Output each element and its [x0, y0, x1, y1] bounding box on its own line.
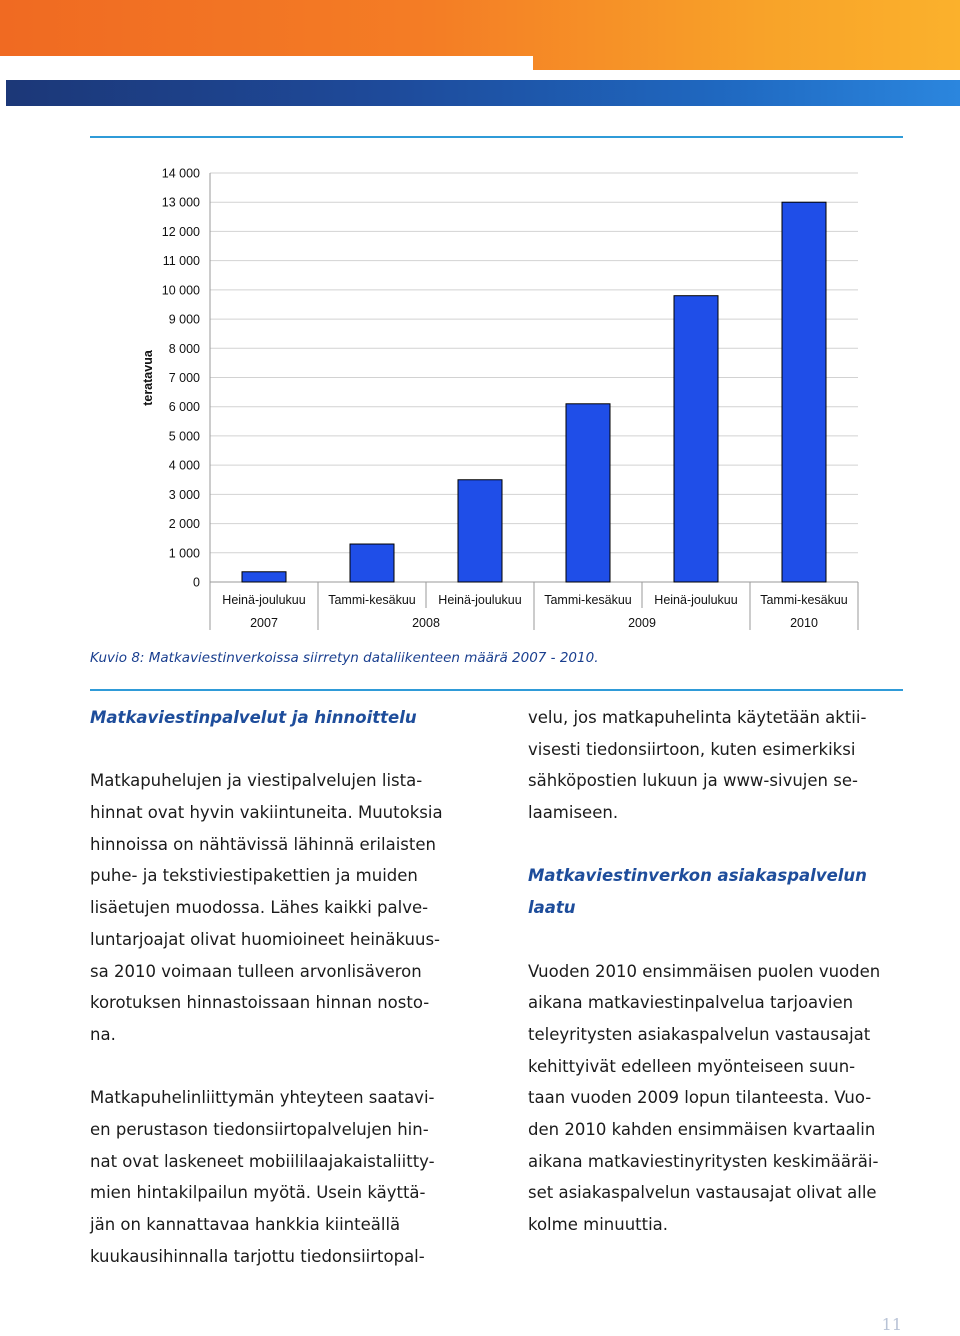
- bar: [458, 480, 502, 582]
- category-label: Tammi-kesäkuu: [760, 593, 848, 607]
- left-column: [90, 702, 472, 1272]
- category-label: Tammi-kesäkuu: [544, 593, 632, 607]
- header-band-notch: [0, 56, 533, 70]
- y-tick-label: 11 000: [162, 254, 200, 269]
- section-heading-customer-service: [528, 860, 913, 923]
- customer-service-paragraph: [528, 956, 913, 1241]
- text-line: kolme minuuttia.: [528, 1215, 669, 1234]
- section-heading-pricing: Matkaviestinpalvelut ja hinnoittelu: [90, 708, 417, 727]
- header-blue-band: [0, 80, 960, 106]
- text-line: mien hintakilpailun myötä. Usein käyttä-: [90, 1183, 426, 1203]
- y-tick-label: 4 000: [168, 458, 200, 473]
- right-column: [528, 702, 913, 1241]
- text-line: kehittyivät edelleen myönteiseen suun-: [528, 1056, 856, 1076]
- bar: [242, 572, 286, 582]
- text-line: na.: [90, 1024, 116, 1044]
- text-line: set asiakaspalvelun vastausajat olivat alle: [528, 1183, 877, 1203]
- text-line: sa 2010 voimaan tulleen arvonlisäveron: [90, 961, 422, 981]
- text-line: sähköpostien lukuun ja www-sivujen se-: [528, 771, 858, 791]
- text-line: teleyritysten asiakaspalvelun vastausajat: [528, 1024, 871, 1044]
- y-tick-label: 14 000: [161, 166, 200, 181]
- bar: [350, 544, 394, 582]
- year-group-label: 2008: [412, 616, 440, 630]
- text-line: Vuoden 2010 ensimmäisen puolen vuoden: [528, 961, 881, 981]
- category-label: Heinä-joulukuu: [222, 593, 306, 607]
- y-tick-label: 3 000: [168, 487, 200, 502]
- figure-caption: Kuvio 8: Matkaviestinverkoissa siirretyn dataliikenteen määrä 2007 - 2010.: [90, 650, 599, 666]
- y-tick-label: 1 000: [168, 546, 200, 561]
- text-line: laamiseen.: [528, 803, 619, 823]
- text-line: Matkapuhelujen ja viestipalvelujen lista-: [90, 771, 423, 791]
- text-line: puhe- ja tekstiviestipakettien ja muiden: [90, 866, 418, 886]
- year-group-label: 2010: [790, 616, 818, 630]
- top-divider: [90, 136, 903, 138]
- text-line: hinnat ovat hyvin vakiintuneita. Muutoksia: [90, 803, 443, 823]
- y-axis-title: teratavua: [141, 350, 155, 406]
- bar: [566, 404, 610, 582]
- y-tick-label: 2 000: [168, 517, 200, 532]
- text-line: kuukausihinnalla tarjottu tiedonsiirtopal-: [90, 1246, 425, 1266]
- text-line: visesti tiedonsiirtoon, kuten esimerkiksi: [528, 739, 856, 759]
- text-line: lisäetujen muodossa. Lähes kaikki palve-: [90, 898, 429, 918]
- continuation-paragraph: [528, 702, 913, 829]
- text-line: taan vuoden 2009 lopun tilanteesta. Vuo-: [528, 1088, 872, 1108]
- caption-divider: [90, 689, 903, 691]
- page-number: 11: [881, 1315, 902, 1334]
- y-tick-label: 10 000: [161, 283, 200, 298]
- y-tick-label: 7 000: [168, 371, 200, 385]
- category-label: Heinä-joulukuu: [438, 593, 522, 607]
- year-group-label: 2007: [250, 616, 278, 630]
- year-group-label: 2009: [628, 616, 656, 630]
- bar: [674, 296, 718, 582]
- heading-line: Matkaviestinverkon asiakaspalvelun: [528, 866, 867, 886]
- y-tick-label: 5 000: [168, 429, 200, 444]
- pricing-paragraph-1: [90, 765, 472, 1050]
- text-line: hinnoissa on nähtävissä lähinnä erilaisten: [90, 834, 436, 854]
- category-label: Heinä-joulukuu: [654, 593, 738, 607]
- text-line: aikana matkaviestinyritysten keskimääräi-: [528, 1151, 879, 1171]
- text-line: aikana matkaviestinpalvelua tarjoavien: [528, 993, 854, 1013]
- text-line: den 2010 kahden ensimmäisen kvartaalin: [528, 1119, 876, 1139]
- bar: [782, 202, 826, 582]
- y-tick-label: 9 000: [168, 312, 200, 327]
- header-blue-notch: [0, 80, 6, 106]
- y-tick-label: 0: [193, 575, 200, 590]
- text-line: velu, jos matkapuhelinta käytetään aktii-: [528, 708, 867, 727]
- y-tick-label: 12 000: [161, 224, 200, 239]
- pricing-paragraph-2: [90, 1082, 472, 1272]
- text-line: nat ovat laskeneet mobiililaajakaistaliitty-: [90, 1151, 435, 1171]
- category-label: Tammi-kesäkuu: [328, 593, 416, 607]
- y-tick-label: 13 000: [161, 195, 200, 210]
- text-line: en perustason tiedonsiirtopalvelujen hin-: [90, 1119, 429, 1139]
- text-line: jän on kannattavaa hankkia kiinteällä: [90, 1215, 401, 1234]
- text-line: korotuksen hinnastoissaan hinnan nosto-: [90, 993, 430, 1013]
- data-traffic-bar-chart: [0, 140, 960, 640]
- y-tick-label: 6 000: [168, 400, 200, 415]
- text-line: luntarjoajat olivat huomioineet heinäkuus-: [90, 929, 441, 949]
- y-tick-label: 8 000: [168, 341, 200, 356]
- heading-line: laatu: [528, 898, 576, 918]
- text-line: Matkapuhelinliittymän yhteyteen saatavi-: [90, 1088, 435, 1108]
